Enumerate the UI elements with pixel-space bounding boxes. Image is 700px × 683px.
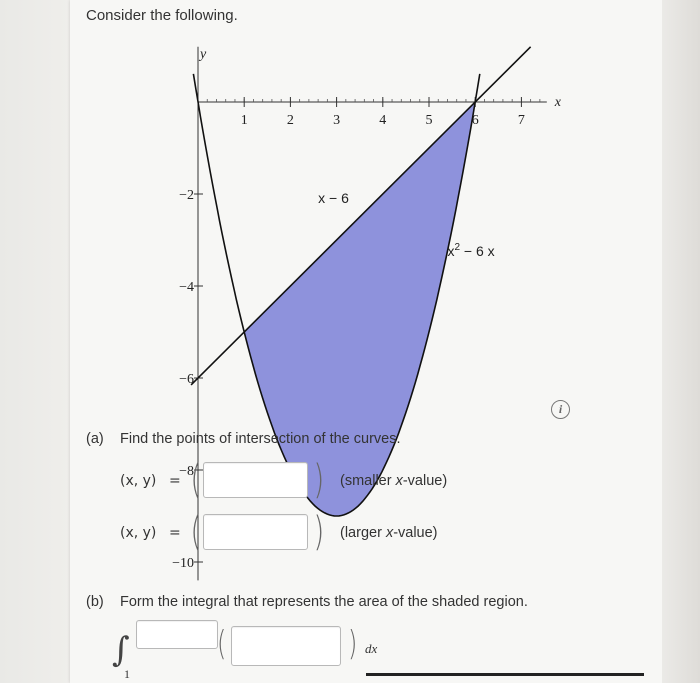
row1-lhs: (x, y): [120, 473, 157, 489]
row1-close-paren: ): [313, 457, 325, 503]
dx-label: dx: [365, 641, 378, 656]
row2-hint-var: x: [385, 525, 394, 541]
integral-sign: ∫: [112, 630, 130, 670]
x-tick-label: 7: [517, 113, 525, 128]
left-margin: [0, 0, 70, 683]
x-tick-label: 4: [379, 113, 387, 128]
info-icon[interactable]: i: [551, 400, 570, 419]
y-tick-label: −8: [179, 464, 194, 479]
row1-hint: [340, 473, 447, 489]
row1-hint-var: x: [395, 473, 403, 489]
x-tick-label: 1: [240, 113, 248, 128]
intro-text: Consider the following.: [86, 7, 238, 24]
row2-lhs: (x, y): [120, 525, 157, 541]
row2-hint-suffix: -value): [393, 525, 438, 541]
intersection-smaller-input[interactable]: [203, 462, 308, 498]
parabola-label-rest: − 6 x: [460, 243, 495, 260]
part-a-question: Find the points of intersection of the curves.: [120, 431, 401, 447]
part-b-label: (b): [86, 594, 104, 610]
part-b-question: Form the integral that represents the area of the shaded region.: [120, 594, 528, 610]
upper-limit-input[interactable]: [136, 620, 218, 649]
row1-open-paren: (: [190, 457, 202, 503]
y-tick-label: −6: [179, 372, 194, 387]
part-a-label: (a): [86, 431, 104, 447]
parabola-label-base: x: [447, 243, 455, 260]
row1-hint-suffix: -value): [402, 473, 448, 489]
integrand-input[interactable]: [231, 626, 341, 666]
integrand-open-paren: (: [216, 624, 227, 664]
row2-hint: [340, 525, 438, 541]
intersection-larger-input[interactable]: [203, 514, 308, 550]
right-margin: [662, 0, 700, 683]
line-label: x − 6: [318, 190, 349, 207]
x-tick-label: 2: [286, 113, 294, 128]
integrand-close-paren: ): [347, 624, 358, 664]
row2-equals: =: [169, 525, 181, 541]
x-axis-label: x: [554, 95, 562, 110]
row1-hint-prefix: (smaller: [340, 473, 396, 489]
lower-limit: 1: [124, 667, 130, 681]
y-tick-label: −10: [172, 556, 194, 571]
y-tick-label: −2: [179, 188, 194, 203]
x-tick-label: 6: [471, 113, 479, 128]
y-axis-label: y: [200, 47, 207, 62]
bottom-rule: [366, 673, 644, 676]
parabola-label-exp: 2: [454, 242, 461, 254]
row2-open-paren: (: [190, 509, 202, 555]
x-tick-label: 3: [333, 113, 341, 128]
x-tick-label: 5: [425, 113, 433, 128]
parabola-label: [447, 242, 494, 259]
row2-hint-prefix: (larger: [340, 525, 386, 541]
row1-equals: =: [169, 473, 181, 489]
row2-close-paren: ): [313, 509, 325, 555]
y-tick-label: −4: [179, 280, 194, 295]
